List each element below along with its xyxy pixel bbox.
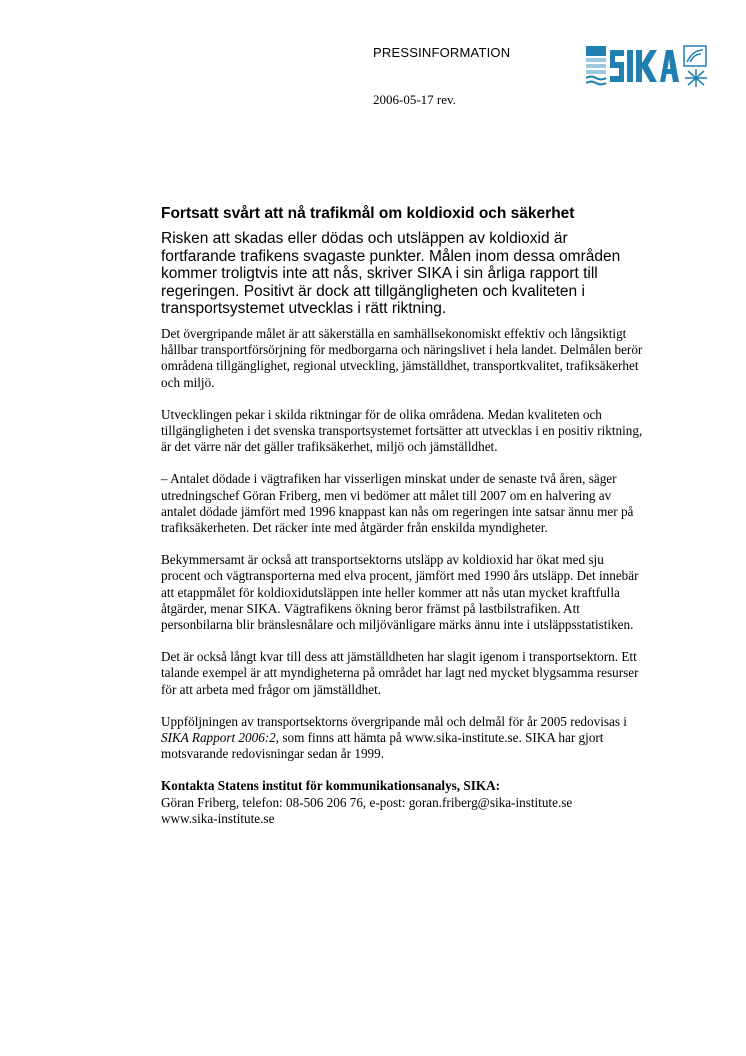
followup-paragraph (161, 714, 643, 763)
contact-block (161, 778, 643, 827)
article-paragraph: Bekymmersamt är också att transportsektorns utsläpp av koldioxid har ökat med sju procent och vägtransporterna med elva procent, jämfört med 1990 års utsläpp. Det innebär att etappmålet för koldioxidutsläppen inte heller kommer att nås utan mycket kraftfulla åtgärder, menar SIKA. Vägtrafikens ökning beror främst på lastbilstrafiken. Att personbilarna blir bränslesnålare och miljövänligare märks ännu inte i utsläppsstatistiken. (161, 552, 639, 633)
press-date: 2006-05-17 rev. (373, 92, 456, 107)
article-paragraph: Det övergripande målet är att säkerställa en samhällsekonomiskt effektiv och långsiktigt hållbar transportförsörjning för medborgarna och näringslivet i hela landet. Delmålen berör områdena tillgänglighet, regional utveckling, jämställdhet, transportkvalitet, trafiksäkerhet och miljö. (161, 325, 643, 390)
article-paragraph: Utvecklingen pekar i skilda riktningar för de olika områdena. Medan kvaliteten och tillgängligheten i det svenska transportsystemet fortsätter att utvecklas i en positiv riktning, är det värre när det gäller trafiksäkerhet, miljö och jämställdhet. (161, 406, 643, 455)
logo-letters (610, 50, 679, 82)
followup-text-after: , som finns att hämta på www.sika-institute.se. SIKA har gjort motsvarande redovisningar sedan år 1999. (161, 730, 604, 762)
logo-emblem-right (684, 46, 707, 87)
contact-heading: Kontakta Statens institut för kommunikationsanalys, SIKA: (161, 778, 501, 794)
contact-line: Göran Friberg, telefon: 08-506 206 76, e-post: goran.friberg@sika-institute.se (161, 794, 573, 810)
article-headline: Fortsatt svårt att nå trafikmål om koldioxid och säkerhet (161, 205, 575, 222)
article-paragraph: Det är också långt kvar till dess att jämställdheten har slagit igenom i transportsektorn. Ett talande exempel är att myndigheterna på området har lagt ned mycket blygsamma resurser för att arbeta med frågor om jämställdhet. (161, 649, 639, 697)
followup-text-before: Uppföljningen av transportsektorns övergripande mål och delmål för år 2005 redovisas i (161, 713, 627, 729)
sika-logo (586, 40, 710, 94)
press-label: PRESSINFORMATION (373, 45, 511, 60)
logo-emblem-left (586, 46, 606, 85)
contact-website: www.sika-institute.se (161, 810, 275, 826)
report-title: SIKA Rapport 2006:2 (161, 730, 276, 746)
article-paragraph: – Antalet dödade i vägtrafiken har visserligen minskat under de senaste två åren, säger utredningschef Göran Friberg, men vi bedömer att målet till 2007 om en halvering av antalet dödade jämfört med 1996 knappast kan nås om regeringen inte satsar ännu mer på trafiksäkerheten. Det räcker inte med åtgärder från enskilda myndigheter. (161, 471, 634, 535)
article (161, 204, 643, 827)
article-lead: Risken att skadas eller dödas och utsläppen av koldioxid är fortfarande trafikens svagaste punkter. Målen inom dessa områden kommer troligtvis inte att nås, skriver SIKA i sin årliga rapport till regeringen. Positivt är dock att tillgängligheten och kvaliteten i transportsystemet utvecklas i rätt riktning. (161, 230, 621, 318)
